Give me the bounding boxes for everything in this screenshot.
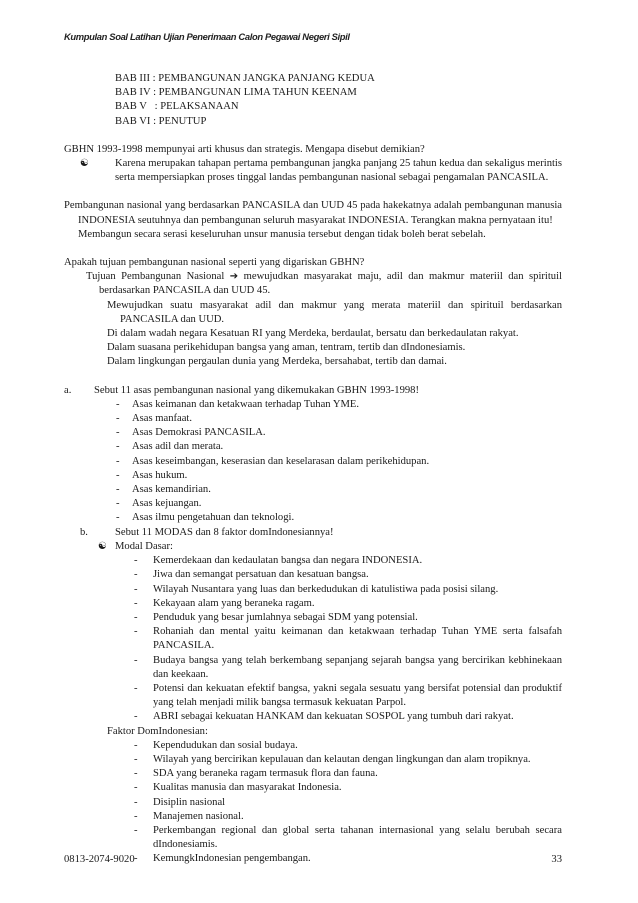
list-item-text: Asas adil dan merata. — [132, 441, 224, 453]
dash-bullet: - — [116, 512, 120, 524]
answer-more: Dalam lingkungan pergaulan dunia yang Merdeka, bersahabat, tertib dan damai. — [107, 356, 447, 368]
part-a-marker: a. — [64, 384, 72, 396]
answer-text: Karena merupakan tahapan pertama pembangunan jangka panjang 25 tahun kedua dan sekaligus merintis serta mempersiapkan proses tinggal landas pembangunan nasional sebagai pengamalan PANCASILA. — [115, 158, 562, 184]
dash-bullet: - — [116, 441, 120, 453]
dash-bullet: - — [134, 597, 138, 609]
page-number: 33 — [551, 854, 562, 865]
list-item — [64, 426, 562, 440]
list-item-text: Asas keseimbangan, keserasian dan keselarasan dalam perikehidupan. — [132, 455, 430, 467]
answer-more: Mewujudkan suatu masyarakat adil dan makmur yang merata materiil dan spirituil berdasarkan PANCASILA dan UUD. — [107, 299, 562, 325]
list-item-text: Manajemen nasional. — [153, 810, 244, 822]
dash-bullet: - — [116, 498, 120, 510]
dash-bullet: - — [134, 555, 138, 567]
list-item — [64, 611, 562, 625]
list-item — [64, 455, 562, 469]
answer-lead: Tujuan Pembangunan Nasional — [86, 271, 225, 283]
part-a-title: Sebut 11 asas pembangunan nasional yang dikemukakan GBHN 1993-1998! — [94, 384, 420, 396]
list-item — [64, 583, 562, 597]
list-item-text: Asas kejuangan. — [132, 498, 202, 510]
dash-bullet: - — [134, 611, 138, 623]
part-b-marker: b. — [80, 526, 88, 538]
list-item-text: Budaya bangsa yang telah berkembang sepanjang sejarah bangsa yang bercirikan kebhinekaan dan keekaan. — [153, 654, 562, 680]
dash-bullet: - — [134, 768, 138, 780]
list-item-text: Asas Demokrasi PANCASILA. — [132, 427, 266, 439]
answer-more: Di dalam wadah negara Kesatuan RI yang Merdeka, berdaulat, bersatu dan berkedaulatan rakyat. — [107, 328, 519, 340]
footer-phone: 0813-2074-9020 — [64, 854, 135, 865]
list-item — [64, 483, 562, 497]
running-header: Kumpulan Soal Latihan Ujian Penerimaan Calon Pegawai Negeri Sipil — [64, 31, 350, 42]
list-item-text: Asas manfaat. — [132, 413, 193, 425]
bab-list — [64, 72, 562, 129]
dash-bullet: - — [134, 824, 138, 836]
dash-bullet: - — [134, 682, 138, 694]
dash-bullet: - — [116, 484, 120, 496]
bab-item: BAB VI : PENUTUP — [115, 115, 207, 127]
list-item — [64, 511, 562, 525]
answer-rest: mewujudkan masyarakat maju, adil dan makmur materiil dan spirituil berdasarkan PANCASILA dan UUD 45. — [99, 271, 562, 297]
part-b-title: Sebut 11 MODAS dan 8 faktor domIndonesiannya! — [115, 526, 334, 538]
modal-dasar-list — [64, 554, 562, 724]
question-tujuan — [64, 256, 562, 370]
dash-bullet: - — [134, 782, 138, 794]
list-item — [64, 412, 562, 426]
dash-bullet: - — [134, 569, 138, 581]
dash-bullet: - — [134, 796, 138, 808]
list-item — [64, 625, 562, 653]
dash-bullet: - — [116, 427, 120, 439]
list-item-text: Wilayah yang bercirikan kepulauan dan kelautan dengan lingkungan dan alam tropiknya. — [153, 753, 531, 765]
question-text: Apakah tujuan pembangunan nasional seperti yang digariskan GBHN? — [64, 257, 365, 269]
list-item-text: Rohaniah dan mental yaitu keimanan dan ketakwaan terhadap Tuhan YME serta falsafah PANCASILA. — [153, 626, 562, 652]
list-item — [64, 767, 562, 781]
list-item-text: Kualitas manusia dan masyarakat Indonesia. — [153, 782, 342, 794]
list-item-text: Wilayah Nusantara yang luas dan berkedudukan di katulistiwa pada posisi silang. — [153, 583, 499, 595]
list-item-text: Penduduk yang besar jumlahnya sebagai SDM yang potensial. — [153, 611, 418, 623]
list-item-text: Potensi dan kekuatan efektif bangsa, yakni segala sesuatu yang bersifat potensial dan produktif yang telah menjadi milik bangsa termasuk kekuatan Parpol. — [153, 682, 562, 709]
list-item — [64, 654, 562, 682]
dash-bullet: - — [134, 626, 138, 638]
list-item — [64, 753, 562, 767]
asas-list — [64, 398, 562, 526]
list-item — [64, 568, 562, 582]
bab-item: BAB III : PEMBANGUNAN JANGKA PANJANG KEDUA — [115, 73, 375, 84]
list-item-text: KemungkIndonesian pengembangan. — [153, 853, 311, 865]
list-item-text: Jiwa dan semangat persatuan dan kesatuan bangsa. — [153, 569, 369, 581]
list-item — [64, 682, 562, 710]
list-item-text: Kemerdekaan dan kedaulatan bangsa dan negara INDONESIA. — [153, 555, 423, 567]
document-body — [64, 72, 562, 867]
dash-bullet: - — [134, 583, 138, 595]
dash-bullet: - — [116, 455, 120, 467]
faktor-list — [64, 739, 562, 867]
list-item-text: SDA yang beraneka ragam termasuk flora dan fauna. — [153, 768, 378, 780]
list-item-text: Perkembangan regional dan global serta tahanan internasional yang selalu berubah secara dIndonesiamis. — [153, 824, 562, 851]
dash-bullet: - — [134, 654, 138, 666]
arrow-right-icon: ➔ — [229, 271, 239, 283]
question-text: Pembangunan nasional yang berdasarkan PANCASILA dan UUD 45 pada hakekatnya adalah pembangunan manusia INDONESIA seutuhnya dan pembangunan seluruh masyarakat INDONESIA. Terangkan makna pernyataan itu! — [64, 200, 562, 226]
list-item — [64, 796, 562, 810]
dash-bullet: - — [134, 711, 138, 723]
list-item — [64, 824, 562, 852]
dash-bullet: - — [134, 739, 138, 751]
list-item — [64, 398, 562, 412]
question-gbhn — [64, 143, 562, 186]
bab-item: BAB IV : PEMBANGUNAN LIMA TAHUN KEENAM — [115, 87, 357, 99]
list-item-text: ABRI sebagai kekuatan HANKAM dan kekuatan SOSPOL yang tumbuh dari rakyat. — [153, 711, 514, 723]
list-item — [64, 781, 562, 795]
list-item — [64, 597, 562, 611]
dash-bullet: - — [116, 413, 120, 425]
list-item — [64, 710, 562, 724]
part-b — [64, 526, 562, 867]
question-text: GBHN 1993-1998 mempunyai arti khusus dan strategis. Mengapa disebut demikian? — [64, 143, 425, 155]
list-item — [64, 469, 562, 483]
list-item-text: Asas keimanan dan ketakwaan terhadap Tuhan YME. — [132, 398, 360, 410]
dash-bullet: - — [116, 469, 120, 481]
yin-yang-bullet-icon: ☯ — [80, 158, 89, 170]
modal-dasar-heading — [64, 540, 562, 554]
question-pembangunan — [64, 199, 562, 242]
part-a-heading — [64, 384, 562, 398]
answer-text: Membangun secara serasi keseluruhan unsur manusia tersebut dengan tidak boleh berat sebelah. — [78, 228, 486, 240]
dash-bullet: - — [116, 398, 120, 410]
list-item-text: Asas kemandirian. — [132, 484, 211, 496]
faktor-title: Faktor DomIndonesian: — [107, 725, 208, 737]
answer-text — [64, 270, 562, 298]
dash-bullet: - — [134, 753, 138, 765]
list-item-text: Kependudukan dan sosial budaya. — [153, 739, 298, 751]
yin-yang-bullet-icon: ☯ — [98, 540, 107, 552]
answer-item — [64, 157, 562, 185]
list-item — [64, 497, 562, 511]
list-item — [64, 810, 562, 824]
part-a — [64, 384, 562, 526]
list-item — [64, 440, 562, 454]
list-item-text: Asas hukum. — [132, 469, 188, 481]
list-item — [64, 739, 562, 753]
list-item-text: Kekayaan alam yang beraneka ragam. — [153, 597, 315, 609]
part-b-heading — [64, 526, 562, 540]
dash-bullet: - — [134, 810, 138, 822]
bab-item: BAB V : PELAKSANAAN — [115, 101, 239, 113]
answer-more: Dalam suasana perikehidupan bangsa yang aman, tentram, tertib dan dIndonesiamis. — [107, 342, 466, 354]
list-item — [64, 554, 562, 568]
list-item-text: Disiplin nasional — [153, 796, 226, 808]
list-item-text: Asas ilmu pengetahuan dan teknologi. — [132, 512, 295, 524]
page-footer — [64, 853, 562, 867]
modal-dasar-title: Modal Dasar: — [115, 540, 173, 552]
dash-bullet: - — [134, 853, 138, 865]
